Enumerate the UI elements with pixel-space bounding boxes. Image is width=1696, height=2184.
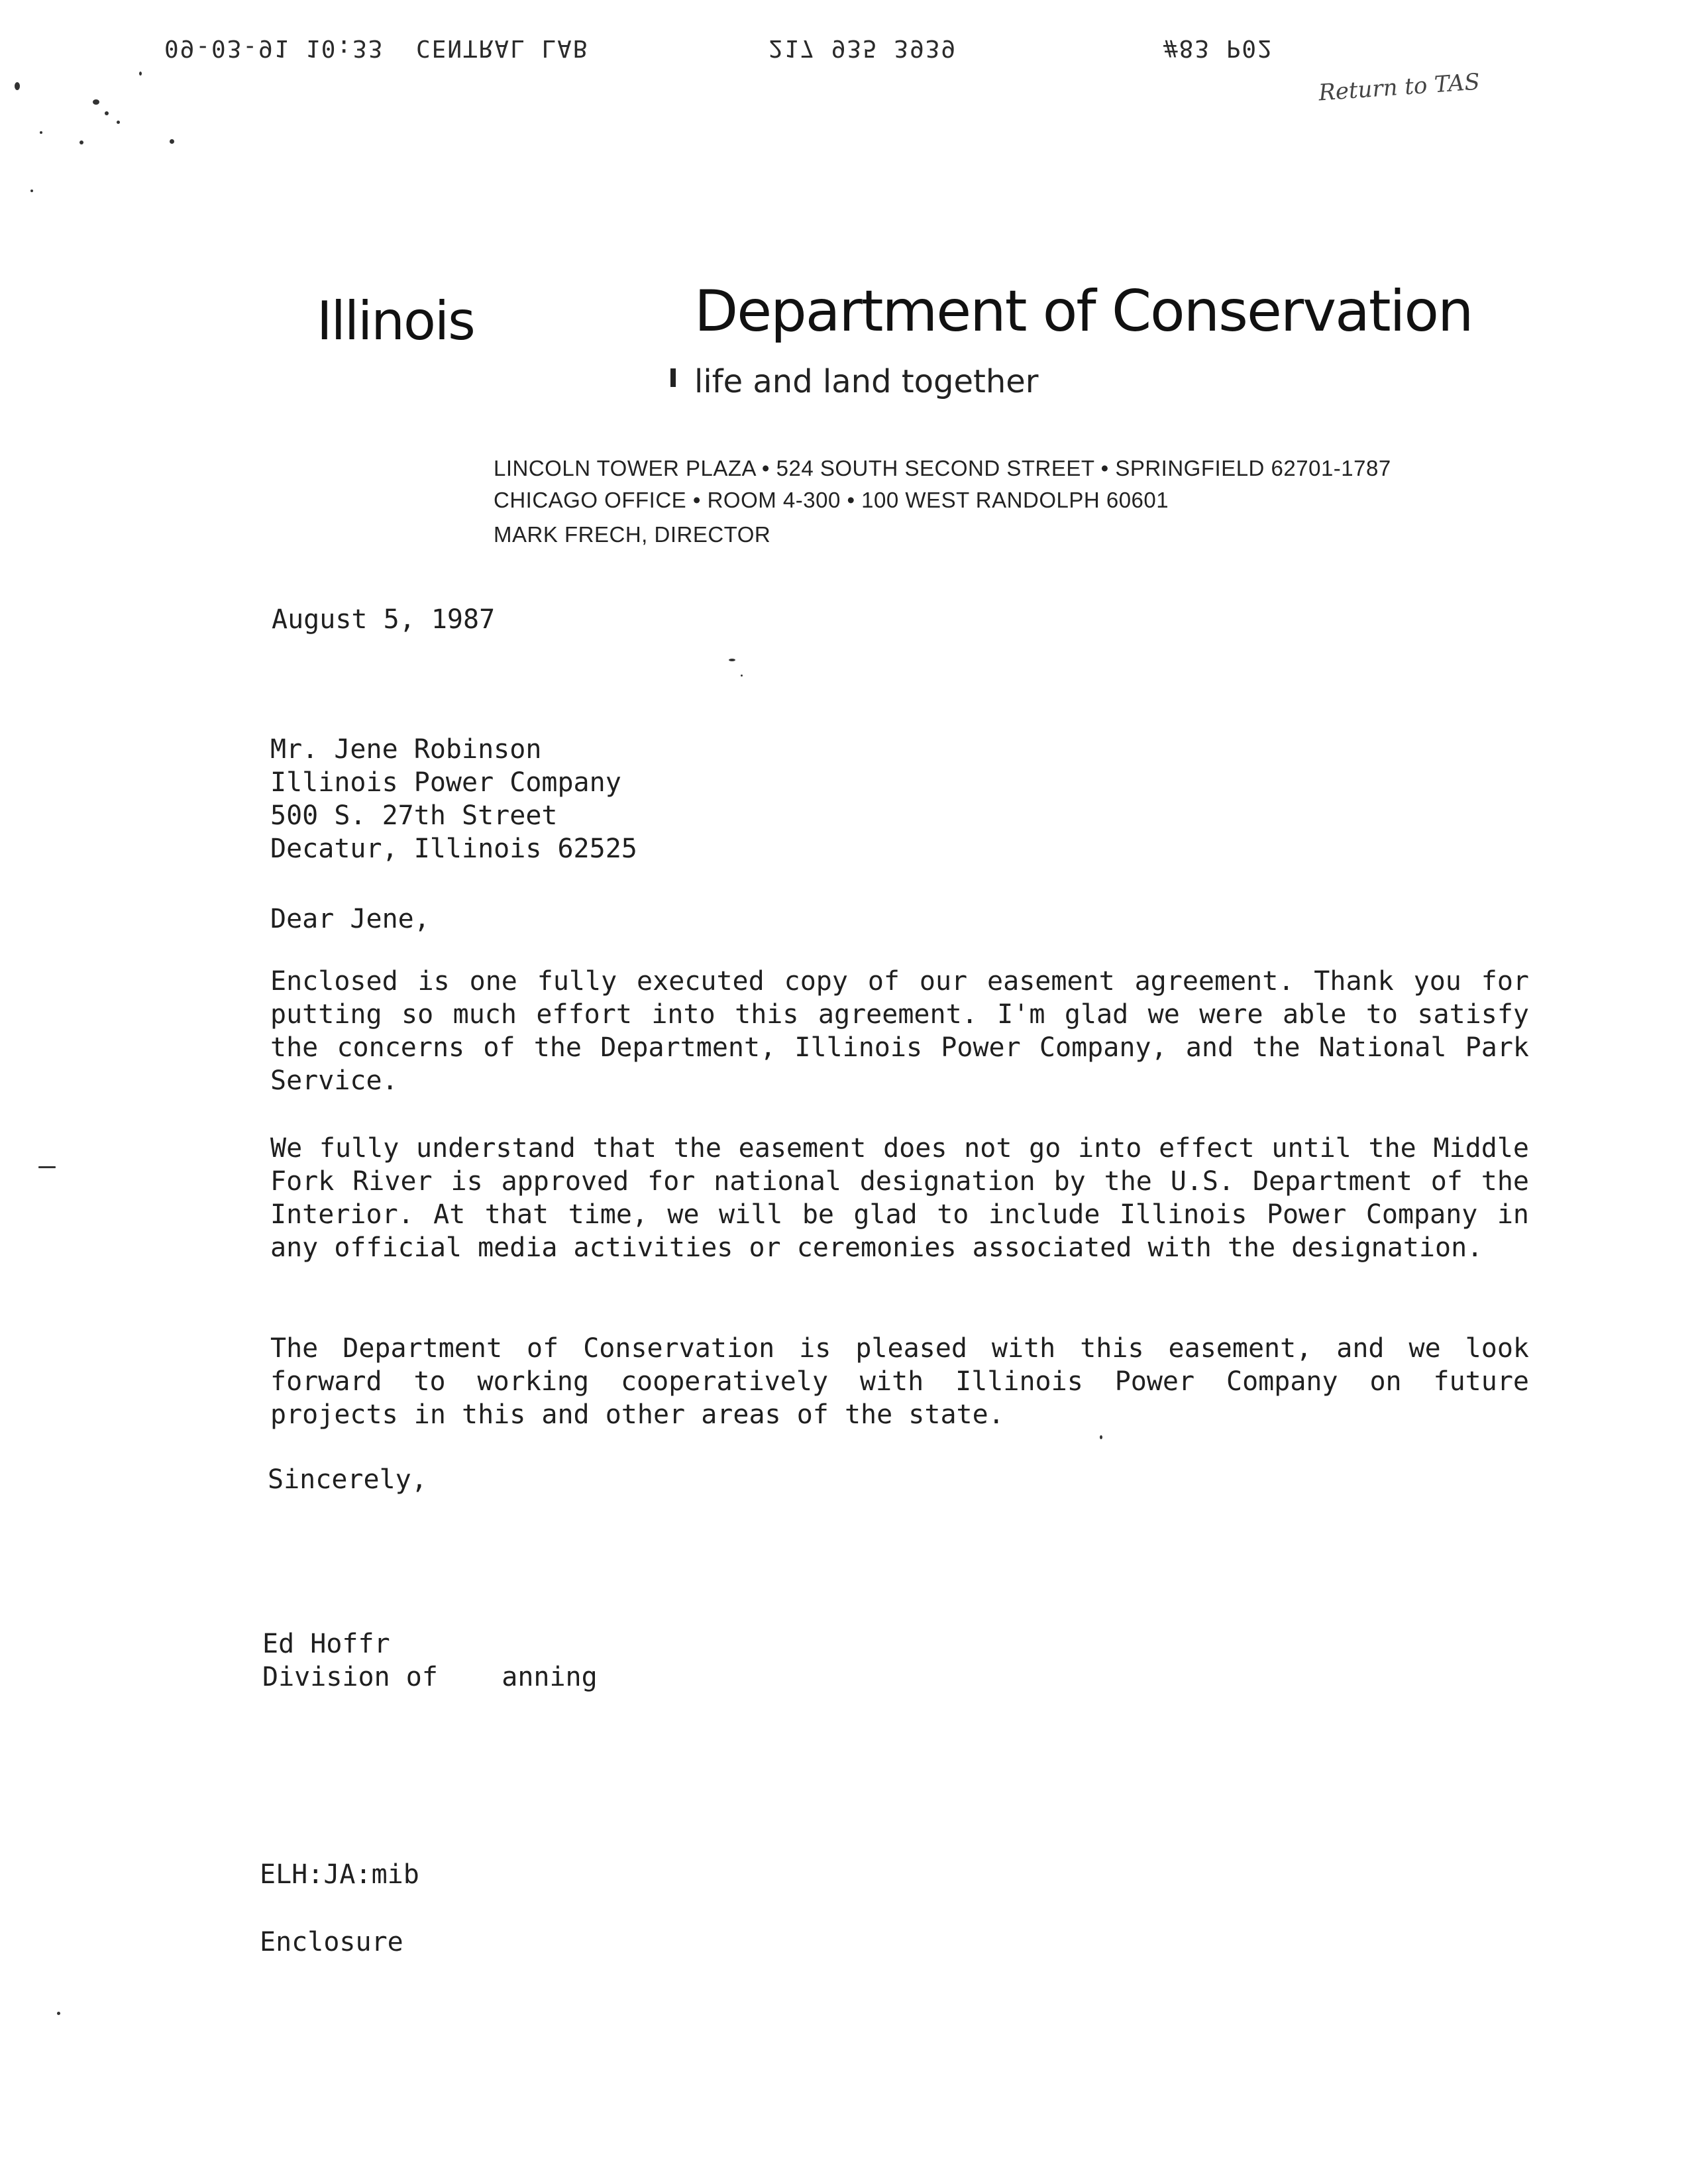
- recipient-company: Illinois Power Company: [270, 767, 621, 798]
- letterhead-tagline: life and land together: [694, 363, 1039, 400]
- reference-initials: ELH:JA:mib: [260, 1859, 419, 1890]
- body-paragraph: We fully understand that the easement does not go into effect until the Middle Fork River is approved for national designation by the U.S. Department of the Interior. At that time, we will be glad to include Illinois Power Company in any official media activities or ceremonies associated with the designation.: [270, 1133, 1529, 1263]
- letterhead-address-1: LINCOLN TOWER PLAZA • 524 SOUTH SECOND STREET • SPRINGFIELD 62701-1787: [494, 456, 1391, 480]
- salutation: Dear Jene,: [270, 904, 430, 934]
- letterhead-department: Department of Conservation: [694, 278, 1473, 345]
- fax-date-time: 09-03-91 10:33: [164, 34, 384, 62]
- fax-sender: CENTRAL LAB: [416, 34, 589, 62]
- fax-phone: 217 935 3939: [768, 34, 957, 62]
- closing: Sincerely,: [268, 1464, 427, 1495]
- recipient-name: Mr. Jene Robinson: [270, 734, 542, 765]
- body-paragraph: Enclosed is one fully executed copy of our easement agreement. Thank you for putting so much effort into this agreement. I'm glad we were able to satisfy the concerns of the Department, Illinois Power Company, and the National Park Service.: [270, 966, 1529, 1096]
- letterhead-address-2: CHICAGO OFFICE • ROOM 4-300 • 100 WEST RANDOLPH 60601: [494, 488, 1169, 512]
- fax-page: #83 P02: [1163, 34, 1273, 62]
- signer-name: Ed Hoffr: [262, 1629, 390, 1659]
- body-paragraph: The Department of Conservation is pleased with this easement, and we look forward to working cooperatively with Illinois Power Company on future projects in this and other areas of the state.: [270, 1333, 1529, 1430]
- recipient-city: Decatur, Illinois 62525: [270, 834, 637, 864]
- signer-division: Division of anning: [262, 1662, 598, 1692]
- enclosure-note: Enclosure: [260, 1927, 403, 1957]
- letterhead-state: Illinois: [317, 290, 474, 352]
- letter-date: August 5, 1987: [272, 604, 496, 635]
- handwritten-note: Return to TAS: [1317, 68, 1481, 107]
- tagline-mark: [670, 368, 676, 387]
- letterhead-director: MARK FRECH, DIRECTOR: [494, 522, 771, 547]
- recipient-street: 500 S. 27th Street: [270, 800, 558, 831]
